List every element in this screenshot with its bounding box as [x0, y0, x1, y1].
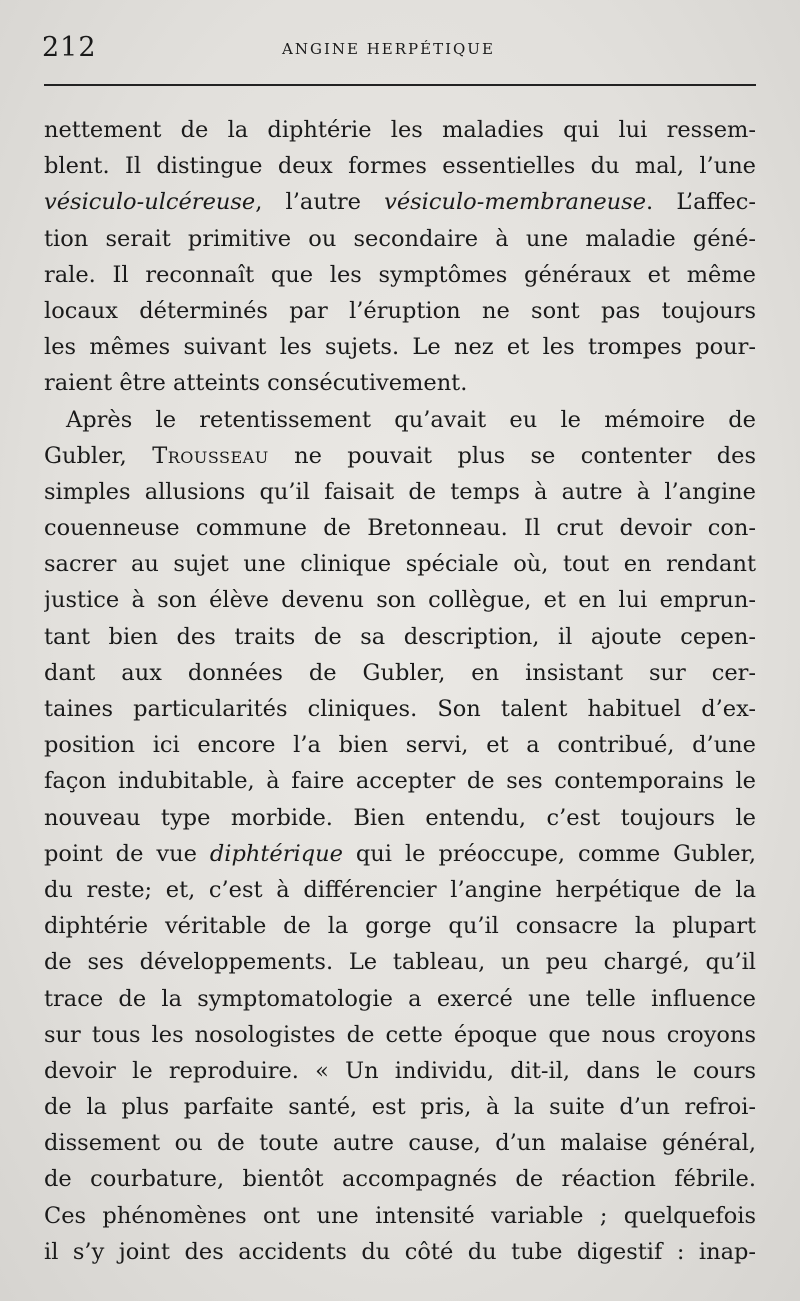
- text-line: de courbature, bientôt accompagnés de réaction fébrile.: [44, 1166, 756, 1193]
- body-text: [44, 112, 756, 1270]
- text-line: sur tous les nosologistes de cette époque que nous croyons: [44, 1021, 756, 1048]
- text-line: nouveau type morbide. Bien entendu, c’est toujours le: [44, 804, 756, 831]
- text-line: [44, 836, 756, 872]
- author-name-smallcaps: Trousseau: [152, 442, 269, 469]
- text-line: blent. Il distingue deux formes essentielles du mal, l’une: [44, 153, 756, 180]
- text-line: couenneuse commune de Bretonneau. Il crut devoir con-: [44, 515, 756, 542]
- text-line: façon indubitable, à faire accepter de ses contemporains le: [44, 768, 756, 795]
- text-line: tant bien des traits de sa description, il ajoute cepen-: [44, 623, 756, 650]
- text-line: justice à son élève devenu son collègue, et en lui emprun-: [44, 587, 756, 614]
- text-line: simples allusions qu’il faisait de temps à autre à l’angine: [44, 478, 756, 505]
- text-line: devoir le reproduire. « Un individu, dit-il, dans le cours: [44, 1057, 756, 1084]
- page-header: [42, 32, 762, 72]
- text-line: [44, 438, 756, 474]
- text-line: position ici encore l’a bien servi, et a contribué, d’une: [44, 732, 756, 759]
- text-line: trace de la symptomatologie a exercé une telle influence: [44, 985, 756, 1012]
- text-line: les mêmes suivant les sujets. Le nez et les trompes pour-: [44, 334, 756, 361]
- text-fragment: . L’affec-: [646, 189, 756, 216]
- running-title: ANGINE HERPÉTIQUE: [282, 40, 495, 58]
- text-line: Après le retentissement qu’avait eu le mémoire de: [66, 406, 756, 433]
- text-line: de ses développements. Le tableau, un peu chargé, qu’il: [44, 949, 756, 976]
- text-fragment: , l’autre: [255, 189, 385, 216]
- text-line: du reste; et, c’est à différencier l’angine herpétique de la: [44, 876, 756, 903]
- text-line: taines particularités cliniques. Son talent habituel d’ex-: [44, 696, 756, 722]
- italic-term: vésiculo-membraneuse: [384, 189, 647, 216]
- text-fragment: point de vue: [44, 840, 210, 867]
- text-line: dissement ou de toute autre cause, d’un malaise général,: [44, 1130, 756, 1157]
- text-line: nettement de la diphtérie les maladies qui lui ressem-: [44, 117, 756, 143]
- text-line: diphtérie véritable de la gorge qu’il consacre la plupart: [44, 913, 756, 940]
- text-line: raient être atteints consécutivement.: [44, 370, 468, 397]
- text-line: locaux déterminés par l’éruption ne sont pas toujours: [44, 297, 756, 324]
- italic-term: diphtérique: [209, 840, 343, 867]
- text-fragment: qui le préoccupe, comme Gubler,: [342, 840, 756, 867]
- text-line: tion serait primitive ou secondaire à une maladie géné-: [44, 225, 756, 252]
- text-line: [44, 184, 756, 220]
- text-fragment: Gubler,: [44, 442, 153, 469]
- page-number: 212: [42, 32, 97, 63]
- text-line: rale. Il reconnaît que les symptômes généraux et même: [44, 261, 756, 288]
- text-line: Ces phénomènes ont une intensité variable ; quelquefois: [44, 1202, 756, 1229]
- text-fragment: ne pouvait plus se contenter des: [268, 442, 756, 469]
- header-rule: [44, 84, 756, 86]
- text-line: il s’y joint des accidents du côté du tube digestif : inap-: [44, 1238, 756, 1265]
- text-line: de la plus parfaite santé, est pris, à la suite d’un refroi-: [44, 1094, 756, 1121]
- text-line: sacrer au sujet une clinique spéciale où, tout en rendant: [44, 551, 756, 578]
- italic-term: vésiculo-ulcéreuse: [44, 189, 256, 216]
- text-line: dant aux données de Gubler, en insistant sur cer-: [44, 659, 756, 686]
